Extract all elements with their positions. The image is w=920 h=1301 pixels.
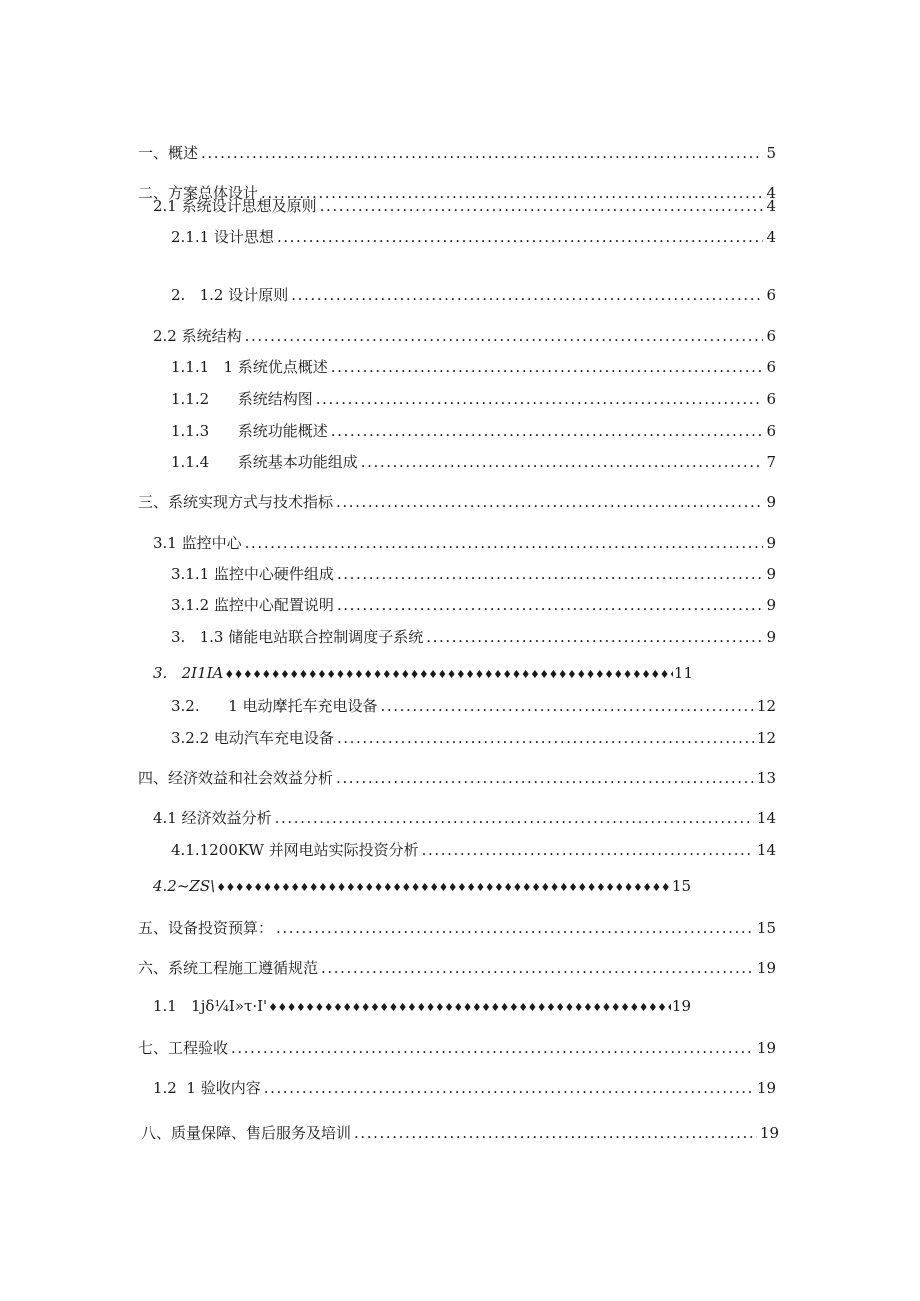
toc-entry[interactable] — [138, 142, 776, 164]
toc-entry[interactable] — [153, 877, 691, 899]
toc-entry-page: 15 — [671, 877, 691, 895]
dot-leader — [264, 1079, 754, 1097]
dot-leader — [361, 453, 764, 471]
toc-entry-label: 4.1 经济效益分析 — [153, 809, 272, 827]
toc-entry-label: 4.1.1200KW 并网电站实际投资分析 — [171, 841, 419, 859]
toc-entry-label: 1.1.1 1 系统优点概述 — [171, 358, 328, 376]
dot-leader — [331, 358, 764, 376]
toc-entry[interactable] — [171, 388, 776, 410]
toc-entry[interactable] — [153, 532, 776, 554]
dot-leader — [276, 919, 754, 937]
toc-entry[interactable] — [141, 1122, 779, 1144]
dot-leader — [316, 390, 764, 408]
toc-entry-label: 2. 1.2 设计原则 — [171, 286, 289, 304]
toc-entry-page: 19 — [756, 1079, 776, 1097]
toc-entry-page: 6 — [766, 286, 776, 304]
toc-entry-label: 二、方案总体设计 — [138, 184, 259, 202]
toc-entry-label: 2.1 系统设计思想及原则 — [153, 197, 317, 215]
toc-entry-page: 4 — [766, 228, 776, 246]
toc-entry-page: 9 — [766, 565, 776, 583]
toc-entry[interactable] — [171, 226, 776, 248]
dot-leader — [354, 1124, 757, 1142]
toc-entry-page: 4 — [766, 184, 776, 202]
toc-entry-label: 七、工程验收 — [138, 1039, 229, 1057]
toc-entry-label: 2.1.1 设计思想 — [171, 228, 274, 246]
toc-entry-label: 一、概述 — [138, 144, 199, 162]
toc-entry-page: 9 — [766, 628, 776, 646]
dot-leader — [331, 422, 764, 440]
toc-entry[interactable] — [153, 325, 776, 347]
toc-entry-page: 9 — [766, 534, 776, 552]
dot-leader — [201, 144, 763, 162]
toc-entry[interactable] — [153, 807, 776, 829]
toc-entry[interactable] — [153, 664, 693, 686]
toc-entry[interactable] — [138, 957, 776, 979]
toc-entry-label: 六、系统工程施工遵循规范 — [138, 959, 319, 977]
toc-entry-label: 五、设备投资预算： — [138, 919, 274, 937]
toc-entry-label: 1.1 1jδ¼I»τ·I' — [153, 997, 268, 1015]
toc-entry-label: 1.1.3 系统功能概述 — [171, 422, 328, 440]
dot-leader — [336, 769, 754, 787]
toc-entry[interactable] — [153, 997, 691, 1019]
toc-entry[interactable] — [171, 626, 776, 648]
toc-entry-page: 6 — [766, 327, 776, 345]
diamond-leader — [216, 881, 671, 894]
toc-entry[interactable] — [171, 727, 776, 749]
toc-entry-page: 19 — [756, 959, 776, 977]
toc-entry-page: 5 — [766, 144, 776, 162]
toc-entry[interactable] — [138, 1037, 776, 1059]
dot-leader — [245, 534, 764, 552]
toc-entry[interactable] — [138, 767, 776, 789]
dot-leader — [275, 809, 754, 827]
toc-entry-page: 9 — [766, 493, 776, 511]
toc-entry-label: 2.2 系统结构 — [153, 327, 242, 345]
dot-leader — [426, 628, 763, 646]
dot-leader — [291, 286, 763, 304]
toc-entry-page: 14 — [756, 841, 776, 859]
dot-leader — [422, 841, 754, 859]
toc-entry-page: 6 — [766, 422, 776, 440]
dot-leader — [320, 197, 764, 215]
diamond-leader — [224, 668, 673, 681]
dot-leader — [337, 596, 764, 614]
toc-entry-page: 11 — [673, 664, 693, 682]
toc-entry-page: 9 — [766, 596, 776, 614]
toc-entry-label: 八、质量保障、售后服务及培训 — [141, 1124, 352, 1142]
toc-entry-page: 19 — [671, 997, 691, 1015]
dot-leader — [231, 1039, 754, 1057]
toc-entry-page: 13 — [756, 769, 776, 787]
toc-entry[interactable] — [153, 195, 776, 217]
toc-entry[interactable] — [171, 451, 776, 473]
toc-entry-label: 1.1.4 系统基本功能组成 — [171, 453, 358, 471]
toc-entry-page: 12 — [756, 729, 776, 747]
toc-entry[interactable] — [171, 594, 776, 616]
toc-entry[interactable] — [153, 1077, 776, 1099]
toc-entry-label: 三、系统实现方式与技术指标 — [138, 493, 334, 511]
toc-entry[interactable] — [138, 917, 776, 939]
toc-entry-label: 3. 1.3 储能电站联合控制调度子系统 — [171, 628, 424, 646]
toc-entry[interactable] — [171, 284, 776, 306]
toc-entry-page: 4 — [766, 197, 776, 215]
toc-entry-label: 4.2~ZS\ — [153, 877, 216, 895]
toc-entry-page: 19 — [756, 1039, 776, 1057]
dot-leader — [245, 327, 764, 345]
toc-entry-page: 12 — [756, 697, 776, 715]
toc-entry-label: 3.2. 1 电动摩托车充电设备 — [171, 697, 378, 715]
toc-entry[interactable] — [171, 356, 776, 378]
toc-entry[interactable] — [171, 695, 776, 717]
toc-entry-label: 3.2.2 电动汽车充电设备 — [171, 729, 334, 747]
toc-entry-label: 3.1.1 监控中心硬件组成 — [171, 565, 334, 583]
dot-leader — [321, 959, 754, 977]
toc-entry-label: 四、经济效益和社会效益分析 — [138, 769, 334, 787]
toc-entry[interactable] — [138, 491, 776, 513]
toc-entry-label: 3.1 监控中心 — [153, 534, 242, 552]
toc-entry-page: 19 — [759, 1124, 779, 1142]
toc-entry-label: 3.1.2 监控中心配置说明 — [171, 596, 334, 614]
dot-leader — [337, 565, 764, 583]
dot-leader — [381, 697, 754, 715]
toc-entry-page: 15 — [756, 919, 776, 937]
toc-entry-page: 6 — [766, 390, 776, 408]
dot-leader — [277, 228, 764, 246]
diamond-leader — [268, 1001, 671, 1014]
toc-entry[interactable] — [171, 420, 776, 442]
toc-entry-page: 6 — [766, 358, 776, 376]
toc-entry-page: 14 — [756, 809, 776, 827]
dot-leader — [336, 493, 763, 511]
toc-entry[interactable] — [171, 839, 776, 861]
toc-entry-label: 3. 2I1IA — [153, 664, 224, 682]
toc-entry[interactable] — [171, 563, 776, 585]
toc-entry-page: 7 — [766, 453, 776, 471]
dot-leader — [337, 729, 754, 747]
toc-entry-label: 1.1.2 系统结构图 — [171, 390, 313, 408]
toc-entry-label: 1.2 1 验收内容 — [153, 1079, 261, 1097]
